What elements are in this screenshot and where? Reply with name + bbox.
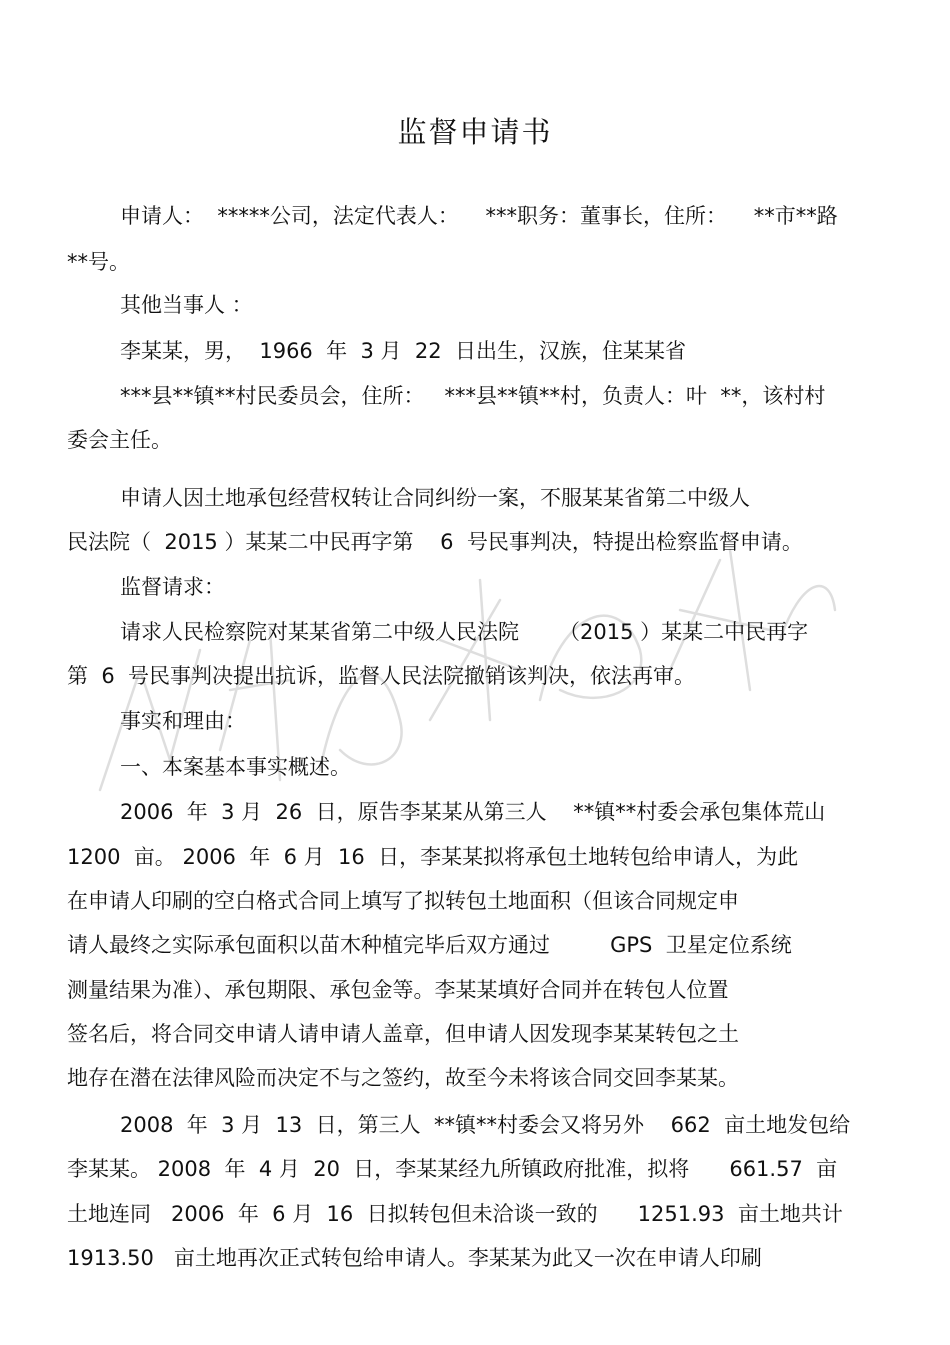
document-title: 监督申请书 <box>397 115 553 149</box>
applicant-line: 申请人： *****公司，法定代表人： ***职务：董事长，住所： **市**路 <box>120 204 838 228</box>
party-village-line-cont: 委会主任。 <box>67 428 172 452</box>
other-party-heading: 其他当事人 ： <box>120 293 253 317</box>
facts-paragraph-line: 测量结果为准）、承包期限、承包金等。李某某填好合同并在转包人位置 <box>67 978 729 1002</box>
facts-paragraph-line: 在申请人印刷的空白格式合同上填写了拟转包土地面积（但该合同规定申 <box>67 889 739 913</box>
case-paragraph-line: 申请人因土地承包经营权转让合同纠纷一案，不服某某省第二中级人 <box>120 486 750 510</box>
party-li-line: 李某某，男， 1966 年 3 月 22 日出生，汉族，住某某省 <box>120 339 686 363</box>
facts-paragraph-line: 请人最终之实际承包面积以苗木种植完毕后双方通过 GPS 卫星定位系统 <box>67 933 792 957</box>
facts-paragraph-line: 2006 年 3 月 26 日，原告李某某从第三人 **镇**村委会承包集体荒山 <box>120 800 826 824</box>
applicant-line-cont: **号。 <box>67 250 130 274</box>
party-village-line: ***县**镇**村民委员会，住所： ***县**镇**村，负责人：叶 **，该村村 <box>120 384 826 408</box>
facts-heading: 事实和理由： <box>120 709 246 733</box>
facts-paragraph-line: 签名后，将合同交申请人请申请人盖章，但申请人因发现李某某转包之土 <box>67 1022 739 1046</box>
facts-paragraph2-line: 李某某。 2008 年 4 月 20 日，李某某经九所镇政府批准，拟将 661.57 亩 <box>67 1157 838 1181</box>
request-paragraph-line: 第 6 号民事判决提出抗诉，监督人民法院撤销该判决，依法再审。 <box>67 664 696 688</box>
request-paragraph-line: 请求人民检察院对某某省第二中级人民法院 （2015 ）某某二中民再字 <box>120 620 809 644</box>
case-paragraph-line: 民法院（ 2015 ）某某二中民再字第 6 号民事判决，特提出检察监督申请。 <box>67 530 803 554</box>
facts-paragraph2-line: 2008 年 3 月 13 日，第三人 **镇**村委会又将另外 662 亩土地发包给 <box>120 1113 851 1137</box>
facts-paragraph2-line: 1913.50 亩土地再次正式转包给申请人。李某某为此又一次在申请人印刷 <box>67 1246 762 1270</box>
request-heading: 监督请求： <box>120 575 225 599</box>
facts-paragraph-line: 1200 亩。 2006 年 6 月 16 日，李某某拟将承包土地转包给申请人，为此 <box>67 845 799 869</box>
facts-paragraph2-line: 土地连同 2006 年 6 月 16 日拟转包但未洽谈一致的 1251.93 亩土地共计 <box>67 1202 843 1226</box>
facts-subheading: 一、本案基本事实概述。 <box>120 755 351 779</box>
facts-paragraph-line: 地存在潜在法律风险而决定不与之签约，故至今未将该合同交回李某某。 <box>67 1066 739 1090</box>
